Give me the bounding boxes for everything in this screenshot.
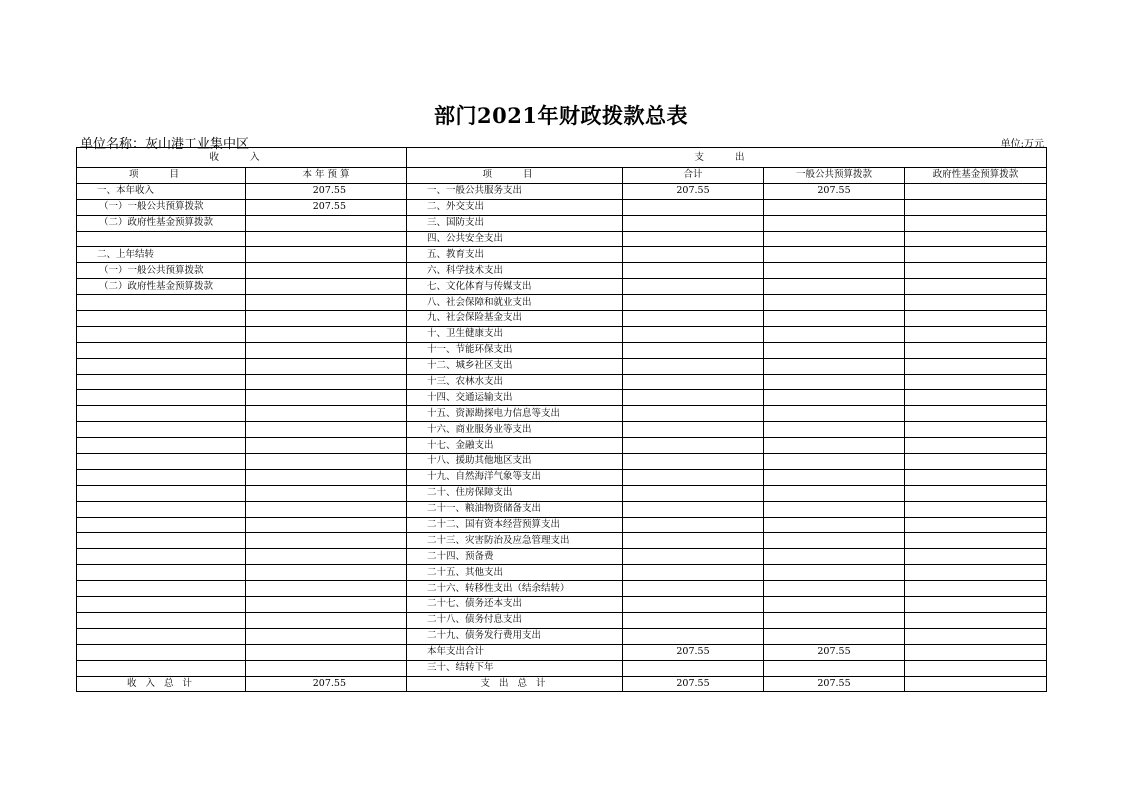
table-row — [77, 199, 1047, 215]
income-item-cell — [77, 485, 246, 501]
table-row — [77, 581, 1047, 597]
expense-fund-cell — [905, 406, 1047, 422]
expense-fund-cell — [905, 628, 1047, 644]
income-value-cell — [246, 390, 407, 406]
header-row-columns — [77, 168, 1047, 184]
expense-total-cell — [623, 485, 764, 501]
unit-label: 单位:万元 — [1000, 139, 1044, 150]
expense-item-cell: 二十、住房保障支出 — [407, 485, 623, 501]
expense-total-cell — [623, 628, 764, 644]
income-item-header: 项 目 — [77, 168, 246, 184]
income-value-cell — [246, 469, 407, 485]
expense-fund-cell — [905, 247, 1047, 263]
expense-fund-header: 政府性基金预算拨款 — [905, 168, 1047, 184]
table-row — [77, 485, 1047, 501]
income-item-cell — [77, 422, 246, 438]
totals-row — [77, 676, 1047, 691]
expense-general-cell — [764, 533, 905, 549]
table-row — [77, 295, 1047, 311]
expense-item-cell: 三十、结转下年 — [407, 660, 623, 676]
table-row — [77, 533, 1047, 549]
table-row — [77, 597, 1047, 613]
income-group-header: 收 入 — [77, 148, 407, 168]
income-item-cell — [77, 295, 246, 311]
income-value-cell — [246, 374, 407, 390]
expense-fund-cell — [905, 390, 1047, 406]
expense-item-cell: 九、社会保险基金支出 — [407, 311, 623, 327]
income-value-cell — [246, 295, 407, 311]
expense-general-cell — [764, 326, 905, 342]
income-value-cell — [246, 342, 407, 358]
expense-fund-cell — [905, 517, 1047, 533]
expense-total-cell — [623, 469, 764, 485]
table-row — [77, 342, 1047, 358]
income-value-cell — [246, 406, 407, 422]
table-row — [77, 263, 1047, 279]
income-value-cell — [246, 485, 407, 501]
table-row — [77, 326, 1047, 342]
expense-fund-cell — [905, 644, 1047, 660]
expense-item-cell: 本年支出合计 — [407, 644, 623, 660]
expense-item-cell: 十二、城乡社区支出 — [407, 358, 623, 374]
expense-total-cell — [623, 326, 764, 342]
expense-fund-cell — [905, 454, 1047, 470]
expense-item-cell: 四、公共安全支出 — [407, 231, 623, 247]
expense-total-cell — [623, 374, 764, 390]
expense-general-cell — [764, 660, 905, 676]
income-item-cell — [77, 533, 246, 549]
expense-item-cell: 八、社会保障和就业支出 — [407, 295, 623, 311]
expense-total-cell — [623, 295, 764, 311]
table-row — [77, 215, 1047, 231]
table-row — [77, 469, 1047, 485]
income-value-cell — [246, 215, 407, 231]
table-row — [77, 311, 1047, 327]
income-item-cell — [77, 374, 246, 390]
expense-total-cell — [623, 454, 764, 470]
expense-total-cell — [623, 358, 764, 374]
income-item-cell — [77, 660, 246, 676]
income-value-cell — [246, 517, 407, 533]
expense-fund-cell — [905, 422, 1047, 438]
expense-fund-cell — [905, 231, 1047, 247]
table-row — [77, 501, 1047, 517]
expense-total-cell — [623, 501, 764, 517]
expense-general-cell — [764, 374, 905, 390]
expense-item-cell: 二十六、转移性支出（结余结转） — [407, 581, 623, 597]
expense-item-cell: 三、国防支出 — [407, 215, 623, 231]
income-item-cell — [77, 628, 246, 644]
income-item-cell — [77, 390, 246, 406]
income-value-cell: 207.55 — [246, 183, 407, 199]
expense-fund-cell — [905, 612, 1047, 628]
unit-name: 单位名称：灰山港工业集中区 — [80, 137, 250, 152]
expense-item-cell: 二十三、灾害防治及应急管理支出 — [407, 533, 623, 549]
income-value-cell — [246, 454, 407, 470]
expense-general-cell — [764, 517, 905, 533]
expense-item-cell: 十、卫生健康支出 — [407, 326, 623, 342]
expense-total-label: 支 出 总 计 — [407, 676, 623, 691]
expense-general-cell — [764, 342, 905, 358]
expense-general-header: 一般公共预算拨款 — [764, 168, 905, 184]
table-row — [77, 279, 1047, 295]
expense-general-cell — [764, 454, 905, 470]
income-budget-header: 本 年 预 算 — [246, 168, 407, 184]
income-item-cell — [77, 342, 246, 358]
table-row — [77, 454, 1047, 470]
expense-item-cell: 二、外交支出 — [407, 199, 623, 215]
expense-general-cell — [764, 406, 905, 422]
expense-general-cell: 207.55 — [764, 183, 905, 199]
income-value-cell — [246, 231, 407, 247]
expense-fund-cell — [905, 199, 1047, 215]
expense-item-cell: 二十四、预备费 — [407, 549, 623, 565]
expense-fund-cell — [905, 438, 1047, 454]
expense-fund-cell — [905, 342, 1047, 358]
income-value-cell — [246, 247, 407, 263]
income-item-cell: 二、上年结转 — [77, 247, 246, 263]
income-item-cell — [77, 597, 246, 613]
expense-total-cell — [623, 438, 764, 454]
expense-total-cell — [623, 581, 764, 597]
expense-item-cell: 十八、援助其他地区支出 — [407, 454, 623, 470]
expense-total-cell — [623, 422, 764, 438]
expense-fund-cell — [905, 279, 1047, 295]
expense-total-cell — [623, 565, 764, 581]
expense-fund-cell — [905, 501, 1047, 517]
expense-fund-cell — [905, 469, 1047, 485]
expense-fund-cell — [905, 358, 1047, 374]
expense-general-cell — [764, 247, 905, 263]
income-item-cell — [77, 231, 246, 247]
expense-general-cell: 207.55 — [764, 644, 905, 660]
expense-total-header: 合计 — [623, 168, 764, 184]
budget-table — [76, 147, 1047, 692]
expense-item-cell: 二十一、粮油物资储备支出 — [407, 501, 623, 517]
expense-fund-cell — [905, 295, 1047, 311]
table-row — [77, 231, 1047, 247]
expense-item-cell: 七、文化体育与传媒支出 — [407, 279, 623, 295]
expense-fund-cell — [905, 263, 1047, 279]
expense-general-cell — [764, 199, 905, 215]
income-value-cell — [246, 549, 407, 565]
expense-fund-total — [905, 676, 1047, 691]
table-row — [77, 422, 1047, 438]
expense-item-cell: 六、科学技术支出 — [407, 263, 623, 279]
income-item-cell: （二）政府性基金预算拨款 — [77, 279, 246, 295]
table-row — [77, 549, 1047, 565]
expense-total-cell — [623, 597, 764, 613]
expense-general-cell — [764, 469, 905, 485]
expense-item-cell: 十三、农林水支出 — [407, 374, 623, 390]
income-value-cell — [246, 358, 407, 374]
expense-item-cell: 十四、交通运输支出 — [407, 390, 623, 406]
income-value-cell — [246, 612, 407, 628]
table-row — [77, 438, 1047, 454]
income-value-cell — [246, 326, 407, 342]
table-row — [77, 247, 1047, 263]
expense-general-cell — [764, 215, 905, 231]
expense-total-cell — [623, 533, 764, 549]
income-item-cell — [77, 565, 246, 581]
table-row — [77, 374, 1047, 390]
expense-total-cell — [623, 612, 764, 628]
income-value-cell — [246, 581, 407, 597]
income-value-cell — [246, 660, 407, 676]
table-row — [77, 644, 1047, 660]
expense-general-cell — [764, 263, 905, 279]
income-value-cell — [246, 311, 407, 327]
expense-item-cell: 二十九、债务发行费用支出 — [407, 628, 623, 644]
expense-general-cell — [764, 628, 905, 644]
expense-general-cell — [764, 279, 905, 295]
income-value-cell — [246, 628, 407, 644]
expense-grand-total: 207.55 — [623, 676, 764, 691]
expense-total-cell — [623, 279, 764, 295]
income-value-cell — [246, 644, 407, 660]
expense-item-cell: 二十七、债务还本支出 — [407, 597, 623, 613]
expense-total-cell — [623, 549, 764, 565]
expense-fund-cell — [905, 549, 1047, 565]
header-row-groups — [77, 148, 1047, 168]
income-value-cell — [246, 501, 407, 517]
expense-item-cell: 十六、商业服务业等支出 — [407, 422, 623, 438]
income-item-cell — [77, 501, 246, 517]
income-value-cell — [246, 263, 407, 279]
expense-general-cell — [764, 231, 905, 247]
income-item-cell: （一）一般公共预算拨款 — [77, 263, 246, 279]
page-title: 部门2021年财政拨款总表 — [434, 103, 688, 128]
expense-general-cell — [764, 485, 905, 501]
expense-total-cell — [623, 660, 764, 676]
expense-fund-cell — [905, 597, 1047, 613]
expense-item-cell: 二十二、国有资本经营预算支出 — [407, 517, 623, 533]
income-item-cell — [77, 517, 246, 533]
income-value-cell — [246, 422, 407, 438]
expense-total-cell — [623, 342, 764, 358]
expense-total-cell — [623, 311, 764, 327]
expense-general-cell — [764, 581, 905, 597]
table-row — [77, 612, 1047, 628]
income-item-cell — [77, 311, 246, 327]
income-total-value: 207.55 — [246, 676, 407, 691]
income-value-cell — [246, 597, 407, 613]
expense-general-cell — [764, 311, 905, 327]
expense-total-cell: 207.55 — [623, 644, 764, 660]
expense-fund-cell — [905, 215, 1047, 231]
expense-fund-cell — [905, 581, 1047, 597]
expense-fund-cell — [905, 374, 1047, 390]
expense-item-cell: 二十八、债务付息支出 — [407, 612, 623, 628]
expense-item-cell: 十九、自然海洋气象等支出 — [407, 469, 623, 485]
expense-total-cell: 207.55 — [623, 183, 764, 199]
income-value-cell — [246, 565, 407, 581]
income-item-cell: 一、本年收入 — [77, 183, 246, 199]
expense-total-cell — [623, 247, 764, 263]
expense-item-cell: 十七、金融支出 — [407, 438, 623, 454]
expense-general-cell — [764, 390, 905, 406]
expense-general-cell — [764, 612, 905, 628]
expense-total-cell — [623, 406, 764, 422]
income-item-cell: （一）一般公共预算拨款 — [77, 199, 246, 215]
income-value-cell: 207.55 — [246, 199, 407, 215]
table-row — [77, 628, 1047, 644]
expense-item-cell: 十五、资源勘探电力信息等支出 — [407, 406, 623, 422]
expense-item-cell: 二十五、其他支出 — [407, 565, 623, 581]
income-item-cell — [77, 469, 246, 485]
expense-fund-cell — [905, 183, 1047, 199]
income-item-cell — [77, 581, 246, 597]
income-item-cell — [77, 406, 246, 422]
income-value-cell — [246, 438, 407, 454]
income-item-cell — [77, 326, 246, 342]
table-row — [77, 390, 1047, 406]
income-value-cell — [246, 279, 407, 295]
expense-fund-cell — [905, 485, 1047, 501]
table-row — [77, 517, 1047, 533]
expense-general-cell — [764, 438, 905, 454]
income-item-cell — [77, 612, 246, 628]
expense-total-cell — [623, 390, 764, 406]
expense-total-cell — [623, 231, 764, 247]
expense-item-cell: 十一、节能环保支出 — [407, 342, 623, 358]
table-row — [77, 565, 1047, 581]
expense-total-cell — [623, 199, 764, 215]
expense-item-header: 项 目 — [407, 168, 623, 184]
expense-general-cell — [764, 597, 905, 613]
expense-general-cell — [764, 549, 905, 565]
expense-fund-cell — [905, 660, 1047, 676]
expense-item-cell: 一、一般公共服务支出 — [407, 183, 623, 199]
expense-item-cell: 五、教育支出 — [407, 247, 623, 263]
expense-general-cell — [764, 422, 905, 438]
expense-fund-cell — [905, 533, 1047, 549]
expense-total-cell — [623, 263, 764, 279]
expense-general-cell — [764, 565, 905, 581]
table-row — [77, 660, 1047, 676]
expense-fund-cell — [905, 311, 1047, 327]
expense-general-cell — [764, 358, 905, 374]
expense-total-cell — [623, 517, 764, 533]
income-item-cell — [77, 549, 246, 565]
income-item-cell: （二）政府性基金预算拨款 — [77, 215, 246, 231]
expense-group-header: 支 出 — [407, 148, 1047, 168]
income-item-cell — [77, 438, 246, 454]
income-item-cell — [77, 454, 246, 470]
income-total-label: 收 入 总 计 — [77, 676, 246, 691]
expense-general-cell — [764, 501, 905, 517]
expense-fund-cell — [905, 326, 1047, 342]
expense-general-total: 207.55 — [764, 676, 905, 691]
table-row — [77, 183, 1047, 199]
income-value-cell — [246, 533, 407, 549]
table-row — [77, 406, 1047, 422]
income-item-cell — [77, 358, 246, 374]
table-row — [77, 358, 1047, 374]
income-item-cell — [77, 644, 246, 660]
expense-fund-cell — [905, 565, 1047, 581]
expense-total-cell — [623, 215, 764, 231]
expense-general-cell — [764, 295, 905, 311]
